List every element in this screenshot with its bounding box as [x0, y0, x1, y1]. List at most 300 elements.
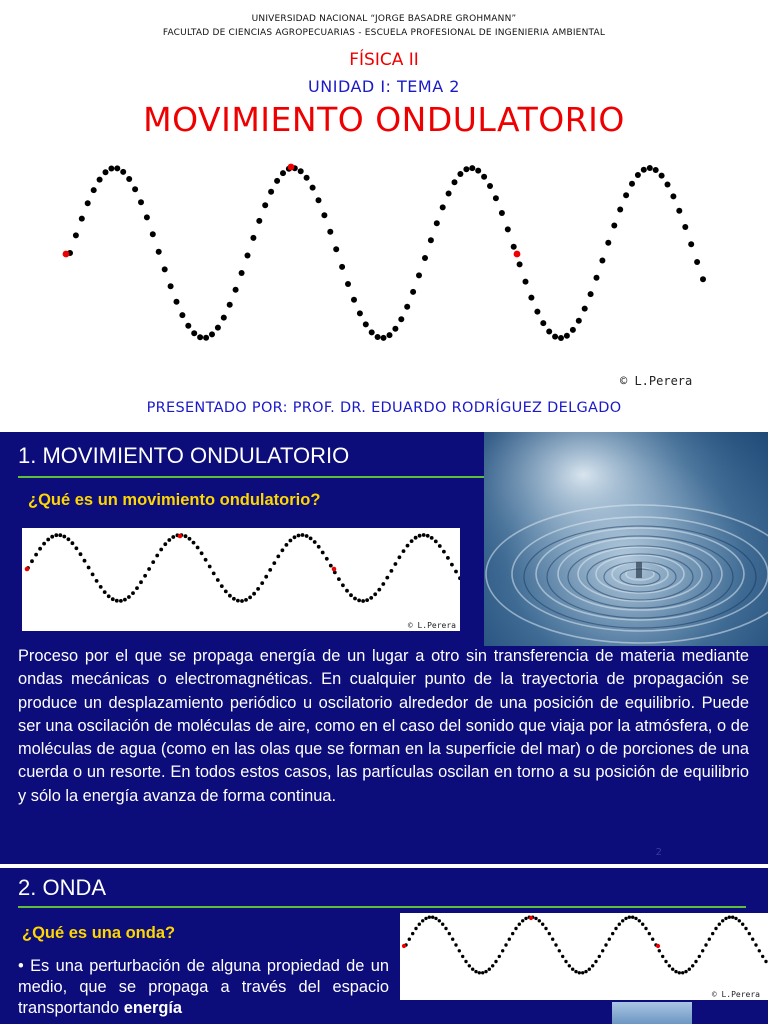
wave-dot [95, 579, 99, 583]
wave-dot [661, 955, 664, 958]
wave-dot [588, 968, 591, 971]
wave-dot [688, 968, 691, 971]
wave-dot [491, 964, 494, 967]
wave-dot [568, 964, 571, 967]
wave-dot [721, 919, 724, 922]
title-divider [18, 476, 484, 478]
wave-dot [488, 968, 491, 971]
wave-dot [404, 304, 410, 310]
wave-dot [339, 264, 345, 270]
highlighted-wave-dot [656, 944, 660, 948]
wave-dot [369, 329, 375, 335]
wave-dot [629, 181, 635, 187]
wave-dot [301, 533, 305, 537]
wave-dot [731, 916, 734, 919]
wave-dot [422, 255, 428, 261]
wave-dot [468, 964, 471, 967]
wave-dot [457, 171, 463, 177]
wave-dot [373, 592, 377, 596]
wave-dot [416, 272, 422, 278]
image-credit: © L.Perera [407, 621, 456, 630]
wave-dot [108, 166, 114, 172]
wave-dot [644, 927, 647, 930]
wave-dot [274, 178, 280, 184]
wave-dot [119, 599, 123, 603]
wave-dot [285, 543, 289, 547]
wave-dot [434, 917, 437, 920]
wave-dot [361, 599, 365, 603]
wave-dot [570, 327, 576, 333]
wave-dot [143, 574, 147, 578]
wave-dot [221, 315, 227, 321]
wave-dot [236, 599, 240, 603]
wave-dot [641, 923, 644, 926]
wave-dot [588, 291, 594, 297]
wave-dot [215, 325, 221, 331]
wave-dot [617, 207, 623, 213]
wave-dot [434, 540, 438, 544]
wave-dot [392, 326, 398, 332]
wave-dot [422, 533, 426, 537]
wave-dot [139, 580, 143, 584]
wave-dot [591, 964, 594, 967]
wave-dot [604, 943, 607, 946]
wave-dot [648, 932, 651, 935]
wave-dot [216, 578, 220, 582]
wave-dot [377, 588, 381, 592]
wave-dot [561, 955, 564, 958]
wave-dot [147, 567, 151, 571]
wave-dot [554, 943, 557, 946]
wave-dot [73, 232, 79, 238]
wave-illustration [0, 0, 768, 428]
wave-dot [701, 949, 704, 952]
wave-dot [67, 537, 71, 541]
wave-dot [188, 537, 192, 541]
wave-dot [751, 938, 754, 941]
wave-dot [30, 559, 34, 563]
wave-dot [674, 970, 677, 973]
wave-dots [22, 528, 460, 631]
wave-dot [474, 970, 477, 973]
wave-dot [365, 598, 369, 602]
wave-dot [623, 192, 629, 198]
wave-dot [571, 968, 574, 971]
wave-dot [614, 927, 617, 930]
wave-dot [184, 534, 188, 538]
wave-dot [714, 927, 717, 930]
wave-dot [611, 223, 617, 229]
wave-dot [514, 927, 517, 930]
wave-dot [544, 927, 547, 930]
wave-dot [665, 182, 671, 188]
wave-dot [421, 919, 424, 922]
wave-dot [375, 334, 381, 340]
wave-dot [653, 167, 659, 173]
wave-dot [681, 971, 684, 974]
question-heading: ¿Qué es una onda? [22, 924, 176, 942]
wave-dot [204, 558, 208, 562]
wave-dot [262, 202, 268, 208]
wave-dot [624, 917, 627, 920]
wave-dot [441, 923, 444, 926]
wave-dot [200, 551, 204, 555]
wave-dot [79, 216, 85, 222]
wave-dot [738, 919, 741, 922]
wave-dot [698, 955, 701, 958]
wave-dot [708, 938, 711, 941]
wave-dot [511, 244, 517, 250]
wave-dot [608, 938, 611, 941]
wave-dot [741, 923, 744, 926]
wave-dot [428, 916, 431, 919]
university-name: UNIVERSIDAD NACIONAL “JORGE BASADRE GROHMANN” [251, 14, 517, 24]
wave-dot [321, 551, 325, 555]
highlighted-wave-dot [25, 567, 30, 572]
wave-dot [428, 237, 434, 243]
wave-dot [155, 554, 159, 558]
wave-dot [156, 249, 162, 255]
wave-dot [91, 187, 97, 193]
wave-dot [471, 968, 474, 971]
wave-dot [333, 246, 339, 252]
wave-dot [517, 261, 523, 267]
wave-dot [38, 547, 42, 551]
wave-dot [463, 166, 469, 172]
wave-dot [337, 577, 341, 581]
wave-dot [578, 971, 581, 974]
wave-dot [418, 923, 421, 926]
water-ripples-photo [484, 432, 768, 646]
wave-dot [381, 582, 385, 586]
wave-dot [232, 597, 236, 601]
wave-dot [446, 191, 452, 197]
wave-dot [446, 556, 450, 560]
wave-dot [475, 168, 481, 174]
wave-dot [325, 557, 329, 561]
wave-dot [167, 538, 171, 542]
wave-dot [450, 563, 454, 567]
wave-dot [163, 542, 167, 546]
wave-dot [316, 197, 322, 203]
wave-dot [224, 590, 228, 594]
wave-dot [438, 544, 442, 548]
wave-dot [481, 971, 484, 974]
slide-movimiento-ondulatorio [0, 432, 768, 864]
wave-dot [240, 599, 244, 603]
wave-dot [349, 593, 353, 597]
wave-dot [196, 546, 200, 550]
wave-dot [628, 916, 631, 919]
wave-dot [127, 595, 131, 599]
wave-dot [764, 960, 767, 963]
wave-dot [220, 584, 224, 588]
wave-dot [676, 208, 682, 214]
wave-dot [576, 318, 582, 324]
wave-dot [414, 536, 418, 540]
wave-figure [22, 528, 460, 631]
wave-dot [357, 599, 361, 603]
partial-image [612, 1002, 692, 1024]
wave-dot [138, 199, 144, 205]
wave-dot [398, 316, 404, 322]
wave-dot [511, 932, 514, 935]
unit-label: UNIDAD I: TEMA 2 [308, 77, 460, 96]
wave-dot [115, 599, 119, 603]
title-divider [18, 906, 746, 908]
wave-dot [564, 333, 570, 339]
wave-dot [62, 535, 66, 539]
section-title: 2. ONDA [18, 875, 107, 900]
wave-dot [171, 535, 175, 539]
definition-paragraph: Proceso por el que se propaga energía de un lugar a otro sin transferencia de materia mediante ondas mecánicas o electromagnéticas. En cualquier punto de la trayectoria de propagación se produce un desplazamiento periódico u oscilatorio alrededor de una posición de equilibrio. Puede ser una oscilación de moléculas de aire, como en el caso del sonido que viaja por la atmósfera, o de moléculas de agua (como en las olas que se forman en la superficie del mar) o de porciones de una cuerda o un resorte. En todos estos casos, las partículas oscilan en torno a su posición de equilibrio y sólo la energía avanza de forma continua. [18, 647, 749, 805]
wave-dot [647, 165, 653, 171]
wave-dot [682, 224, 688, 230]
wave-dot [481, 174, 487, 180]
page-title: MOVIMIENTO ONDULATORIO [143, 100, 625, 139]
wave-dot [438, 919, 441, 922]
wave-dot [192, 541, 196, 545]
image-credit: © L.Perera [620, 374, 693, 388]
wave-dot [209, 331, 215, 337]
wave-dot [353, 597, 357, 601]
wave-dot [641, 167, 647, 173]
wave-dot [179, 312, 185, 318]
wave-dot [244, 598, 248, 602]
wave-dot [694, 259, 700, 265]
wave-dot [305, 534, 309, 538]
wave-dot [534, 309, 540, 315]
wave-dot [426, 534, 430, 538]
wave-dot [684, 970, 687, 973]
wave-dot [212, 572, 216, 576]
wave-dot [144, 214, 150, 220]
wave-dot [185, 323, 191, 329]
wave-dot [761, 955, 764, 958]
wave-dot [309, 537, 313, 541]
wave-dot [321, 212, 327, 218]
wave-dot [120, 169, 126, 175]
wave-dot [34, 553, 38, 557]
wave-dot [87, 566, 91, 570]
wave-dot [99, 585, 103, 589]
wave-dot [744, 927, 747, 930]
wave-dot [363, 321, 369, 327]
wave-dot [317, 545, 321, 549]
wave-dot [540, 320, 546, 326]
wave-dot [424, 917, 427, 920]
wave-dot [504, 943, 507, 946]
highlighted-wave-dot [63, 251, 70, 258]
wave-dot [402, 549, 406, 553]
wave-dot [293, 535, 297, 539]
wave-dot [394, 562, 398, 566]
wave-dot [558, 949, 561, 952]
wave-dot [256, 587, 260, 591]
wave-dot [410, 539, 414, 543]
wave-dot [123, 598, 127, 602]
wave-dot [54, 533, 58, 537]
wave-dot [631, 916, 634, 919]
wave-dot [505, 226, 511, 232]
wave-dot [758, 949, 761, 952]
wave-dot [151, 560, 155, 564]
wave-dot [448, 932, 451, 935]
wave-dot [329, 564, 333, 568]
wave-dot [398, 555, 402, 559]
wave-dot [203, 335, 209, 341]
wave-dot [664, 960, 667, 963]
highlighted-wave-dot [514, 251, 521, 258]
bullet: • [18, 957, 24, 975]
wave-dot [385, 576, 389, 580]
wave-dot [634, 917, 637, 920]
wave-dot [541, 923, 544, 926]
wave-dot [233, 287, 239, 293]
wave-dot [552, 334, 558, 340]
wave-dot [558, 335, 564, 341]
wave-dot [97, 177, 103, 183]
wave-dot [601, 949, 604, 952]
wave-dot [345, 589, 349, 593]
wave-dot [668, 964, 671, 967]
wave-dot [611, 932, 614, 935]
wave-dot [256, 218, 262, 224]
wave-dot [599, 258, 605, 264]
wave-dot [298, 168, 304, 174]
title-slide [0, 0, 768, 428]
wave-dot [227, 302, 233, 308]
wave-dot [132, 186, 138, 192]
wave-dot [197, 334, 203, 340]
wave-dot [297, 534, 301, 538]
wave-dot [83, 559, 87, 563]
wave-dot [281, 548, 285, 552]
body-text: Es una perturbación de alguna propiedad de un medio, que se propaga a través del espacio transportando [18, 957, 389, 1017]
wave-dot [313, 540, 317, 544]
wave-dot [621, 919, 624, 922]
wave-dot [341, 583, 345, 587]
wave-dot [418, 534, 422, 538]
wave-dot [594, 960, 597, 963]
highlighted-wave-dot [288, 164, 295, 171]
wave-dot [711, 932, 714, 935]
wave-dot [688, 241, 694, 247]
wave-dot [528, 295, 534, 301]
wave-dot [678, 971, 681, 974]
wave-dot [159, 548, 163, 552]
wave-dot [670, 193, 676, 199]
wave-dot [71, 541, 75, 545]
wave-dot [464, 960, 467, 963]
wave-dot [135, 586, 139, 590]
wave-dot [42, 542, 46, 546]
wave-figure [400, 913, 768, 1000]
wave-dot [58, 533, 62, 537]
wave-dot [174, 299, 180, 305]
wave-dot [414, 927, 417, 930]
wave-dot [381, 335, 387, 341]
wave-dot [268, 189, 274, 195]
wave-dot [440, 204, 446, 210]
wave-dot [458, 576, 460, 580]
wave-dot [454, 943, 457, 946]
wave-dot [208, 565, 212, 569]
wave-dot [582, 306, 588, 312]
wave-dot [264, 575, 268, 579]
wave-dot [594, 275, 600, 281]
wave-dot [451, 938, 454, 941]
wave-dot [658, 949, 661, 952]
wave-dot [461, 955, 464, 958]
wave-dot [694, 960, 697, 963]
wave-dot [91, 573, 95, 577]
wave-dot [252, 592, 256, 596]
course-name: FÍSICA II [349, 50, 419, 70]
page-number: 2 [655, 847, 662, 858]
body-bold-text: energía [123, 999, 183, 1017]
wave-dot [162, 266, 168, 272]
wave-dot [85, 200, 91, 206]
wave-dot [499, 210, 505, 216]
wave-dot [107, 594, 111, 598]
wave-dot [390, 569, 394, 573]
wave-dot [103, 169, 109, 175]
highlighted-wave-dot [332, 567, 337, 572]
wave-dot [434, 220, 440, 226]
wave-dot [518, 923, 521, 926]
wave-dot [276, 555, 280, 559]
wave-dot [46, 538, 50, 542]
wave-dot [635, 172, 641, 178]
wave-dot [728, 916, 731, 919]
wave-dot [487, 183, 493, 189]
wave-dot [452, 179, 458, 185]
presenter-line: PRESENTADO POR: PROF. DR. EDUARDO RODRÍGUEZ DELGADO [146, 400, 622, 416]
wave-dot [605, 240, 611, 246]
wave-dot [387, 332, 393, 338]
wave-dot [508, 938, 511, 941]
highlighted-wave-dot [178, 534, 183, 539]
wave-dot [304, 175, 310, 181]
wave-dot [79, 552, 83, 556]
wave-dot [618, 923, 621, 926]
wave-dot [659, 173, 665, 179]
wave-dot [268, 568, 272, 572]
wave-dot [718, 923, 721, 926]
wave-dot [704, 943, 707, 946]
wave-dot [523, 279, 529, 285]
wave-dot [114, 165, 120, 171]
faculty-name: FACULTAD DE CIENCIAS AGROPECUARIAS - ESCUELA PROFESIONAL DE INGENIERIA AMBIENTAL [162, 28, 606, 38]
wave-dot [546, 329, 552, 335]
wave-dot [168, 283, 174, 289]
wave-dot [272, 561, 276, 565]
wave-dot [150, 231, 156, 237]
wave-dot [442, 550, 446, 554]
wave-dot [75, 546, 79, 550]
wave-dot [369, 596, 373, 600]
wave-dot [239, 270, 245, 276]
wave-dot [638, 919, 641, 922]
wave-dot [534, 917, 537, 920]
highlighted-wave-dot [402, 944, 406, 948]
wave-dot [228, 594, 232, 598]
wave-dot [310, 185, 316, 191]
wave-dot [248, 596, 252, 600]
wave-dot [469, 165, 475, 171]
slide-onda [0, 868, 768, 1024]
